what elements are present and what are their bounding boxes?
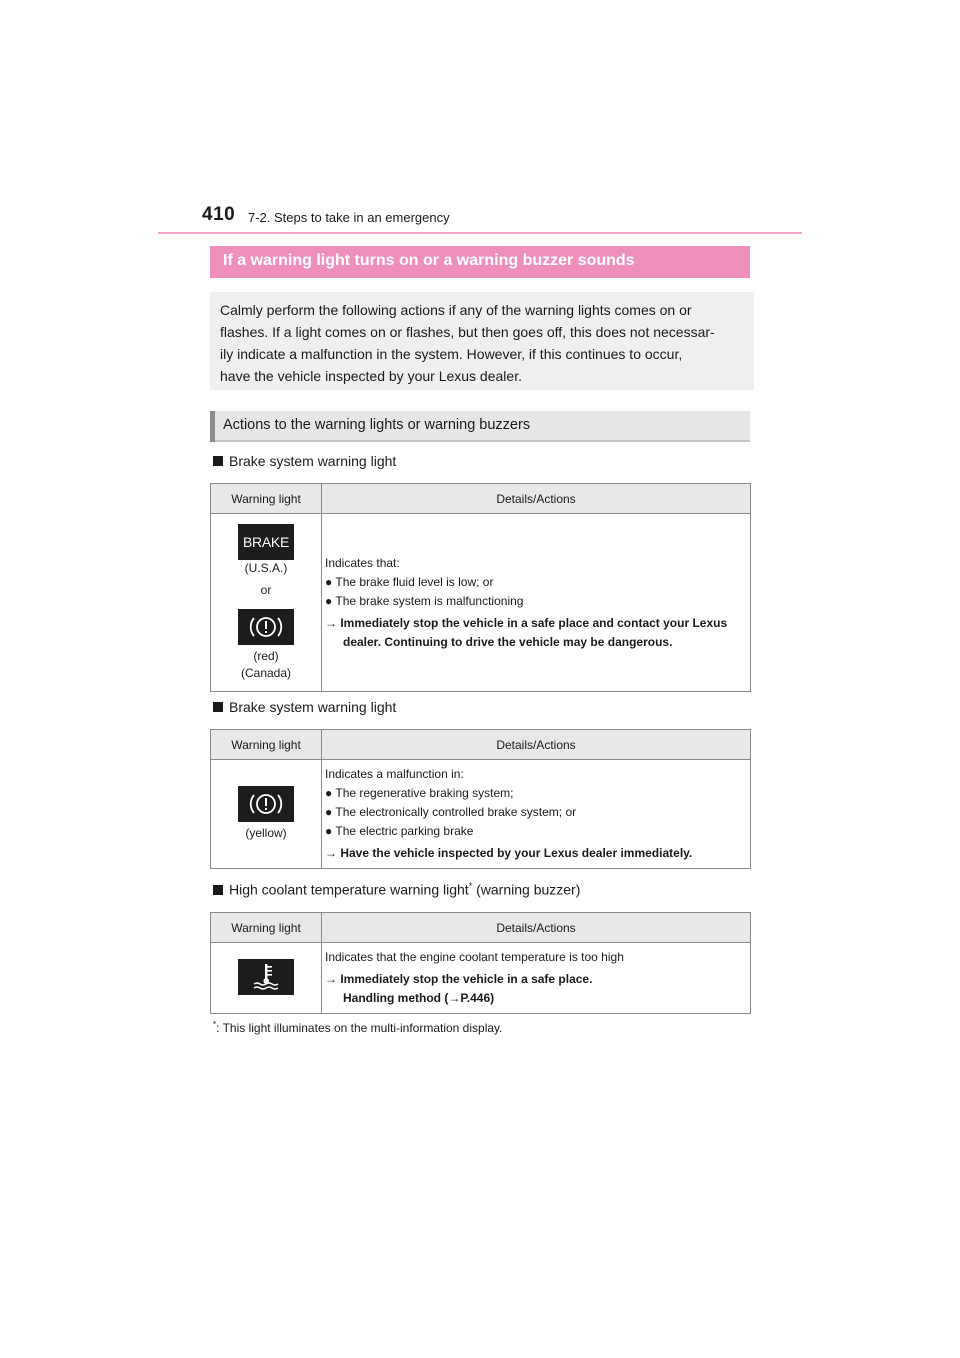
- action-text: → Immediately stop the vehicle in a safe place. Handling method (→P.446): [325, 972, 593, 1005]
- page-reference-link[interactable]: P.446: [460, 991, 491, 1005]
- details-cell: [322, 760, 751, 869]
- icon-caption: (red): [253, 648, 279, 663]
- heading-accent-bar: [210, 411, 215, 442]
- section-path: 7-2. Steps to take in an emergency: [248, 210, 450, 225]
- icon-caption: or: [260, 582, 272, 597]
- list-item: ● The electric parking brake: [325, 824, 474, 838]
- action-text: → Immediately stop the vehicle in a safe place and contact your Lexus dealer. Continuing to drive the vehicle may be dangerous.: [325, 615, 728, 649]
- subsection-heading: [213, 453, 396, 469]
- details-intro: Indicates a malfunction in:: [325, 767, 464, 781]
- column-header-warning-light: Warning light: [211, 484, 322, 514]
- table-row: [211, 943, 751, 1014]
- table-header-row: [211, 913, 751, 943]
- icon-caption: (Canada): [240, 665, 292, 680]
- table-row: [211, 514, 751, 692]
- warning-light-cell: [211, 943, 322, 1014]
- footnote-marker: *: [213, 1020, 217, 1029]
- footnote-text: : This light illuminates on the multi-information display.: [216, 1021, 503, 1035]
- arrow-icon: →: [448, 991, 461, 1005]
- bullet-icon: ●: [325, 786, 333, 800]
- square-bullet-icon: [213, 702, 223, 712]
- list-item: ● The electronically controlled brake system; or: [325, 805, 577, 819]
- column-header-details: Details/Actions: [322, 913, 751, 943]
- list-item: ● The brake system is malfunctioning: [325, 593, 524, 608]
- coolant-temperature-icon: [238, 959, 294, 995]
- details-intro: Indicates that:: [325, 555, 400, 570]
- column-header-warning-light: Warning light: [211, 913, 322, 943]
- table-row: [211, 760, 751, 869]
- actions-heading: [210, 411, 750, 442]
- table-header-row: [211, 484, 751, 514]
- warning-light-table: [210, 483, 751, 692]
- arrow-icon: →: [325, 846, 337, 860]
- list-item: ● The brake fluid level is low; or: [325, 574, 494, 589]
- brake-warning-icon: [238, 609, 294, 645]
- list-item: ● The regenerative braking system;: [325, 786, 514, 800]
- header-divider: [158, 232, 802, 234]
- intro-line: ily indicate a malfunction in the system. However, if this continues to occur,: [220, 346, 683, 362]
- intro-line: flashes. If a light comes on or flashes, but then goes off, this does not necessar-: [220, 324, 715, 340]
- subsection-heading-text: Brake system warning light: [229, 453, 397, 469]
- subsection-heading-text: High coolant temperature warning light: [229, 881, 469, 898]
- bullet-icon: ●: [325, 824, 333, 838]
- warning-light-table: [210, 912, 751, 1014]
- brake-text-icon: BRAKE: [238, 524, 294, 560]
- icon-caption: (yellow): [245, 826, 287, 840]
- actions-heading-title: Actions to the warning lights or warning buzzers: [223, 417, 531, 433]
- subsection-heading: High coolant temperature warning light* (warning buzzer): [213, 881, 580, 898]
- brake-warning-icon: [238, 786, 294, 822]
- icon-caption: (U.S.A.): [244, 560, 288, 575]
- subsection-heading-text: Brake system warning light: [229, 699, 397, 715]
- column-header-warning-light: Warning light: [211, 730, 322, 760]
- arrow-icon: →: [325, 615, 337, 630]
- details-cell: [322, 514, 751, 692]
- section-banner-title: If a warning light turns on or a warning buzzer sounds: [223, 252, 635, 269]
- square-bullet-icon: [213, 456, 223, 466]
- details-cell: [322, 943, 751, 1014]
- table-header-row: [211, 730, 751, 760]
- subsection-heading: [213, 699, 396, 715]
- warning-light-cell: [211, 514, 322, 692]
- footnote: [213, 1020, 502, 1035]
- column-header-details: Details/Actions: [322, 730, 751, 760]
- bullet-icon: ●: [325, 593, 333, 608]
- warning-light-table: [210, 729, 751, 869]
- intro-line: have the vehicle inspected by your Lexus dealer.: [220, 368, 522, 384]
- intro-box: [210, 292, 754, 390]
- intro-line: Calmly perform the following actions if any of the warning lights comes on or: [220, 302, 692, 318]
- bullet-icon: ●: [325, 805, 333, 819]
- warning-light-cell: [211, 760, 322, 869]
- bullet-icon: ●: [325, 574, 333, 589]
- arrow-icon: →: [325, 972, 337, 986]
- column-header-details: Details/Actions: [322, 484, 751, 514]
- footnote-marker: *: [468, 881, 473, 891]
- square-bullet-icon: [213, 885, 223, 895]
- details-intro: Indicates that the engine coolant temperature is too high: [325, 950, 624, 964]
- page-number: 410: [202, 204, 236, 225]
- action-text: → Have the vehicle inspected by your Lexus dealer immediately.: [325, 846, 693, 860]
- section-banner: [210, 246, 750, 278]
